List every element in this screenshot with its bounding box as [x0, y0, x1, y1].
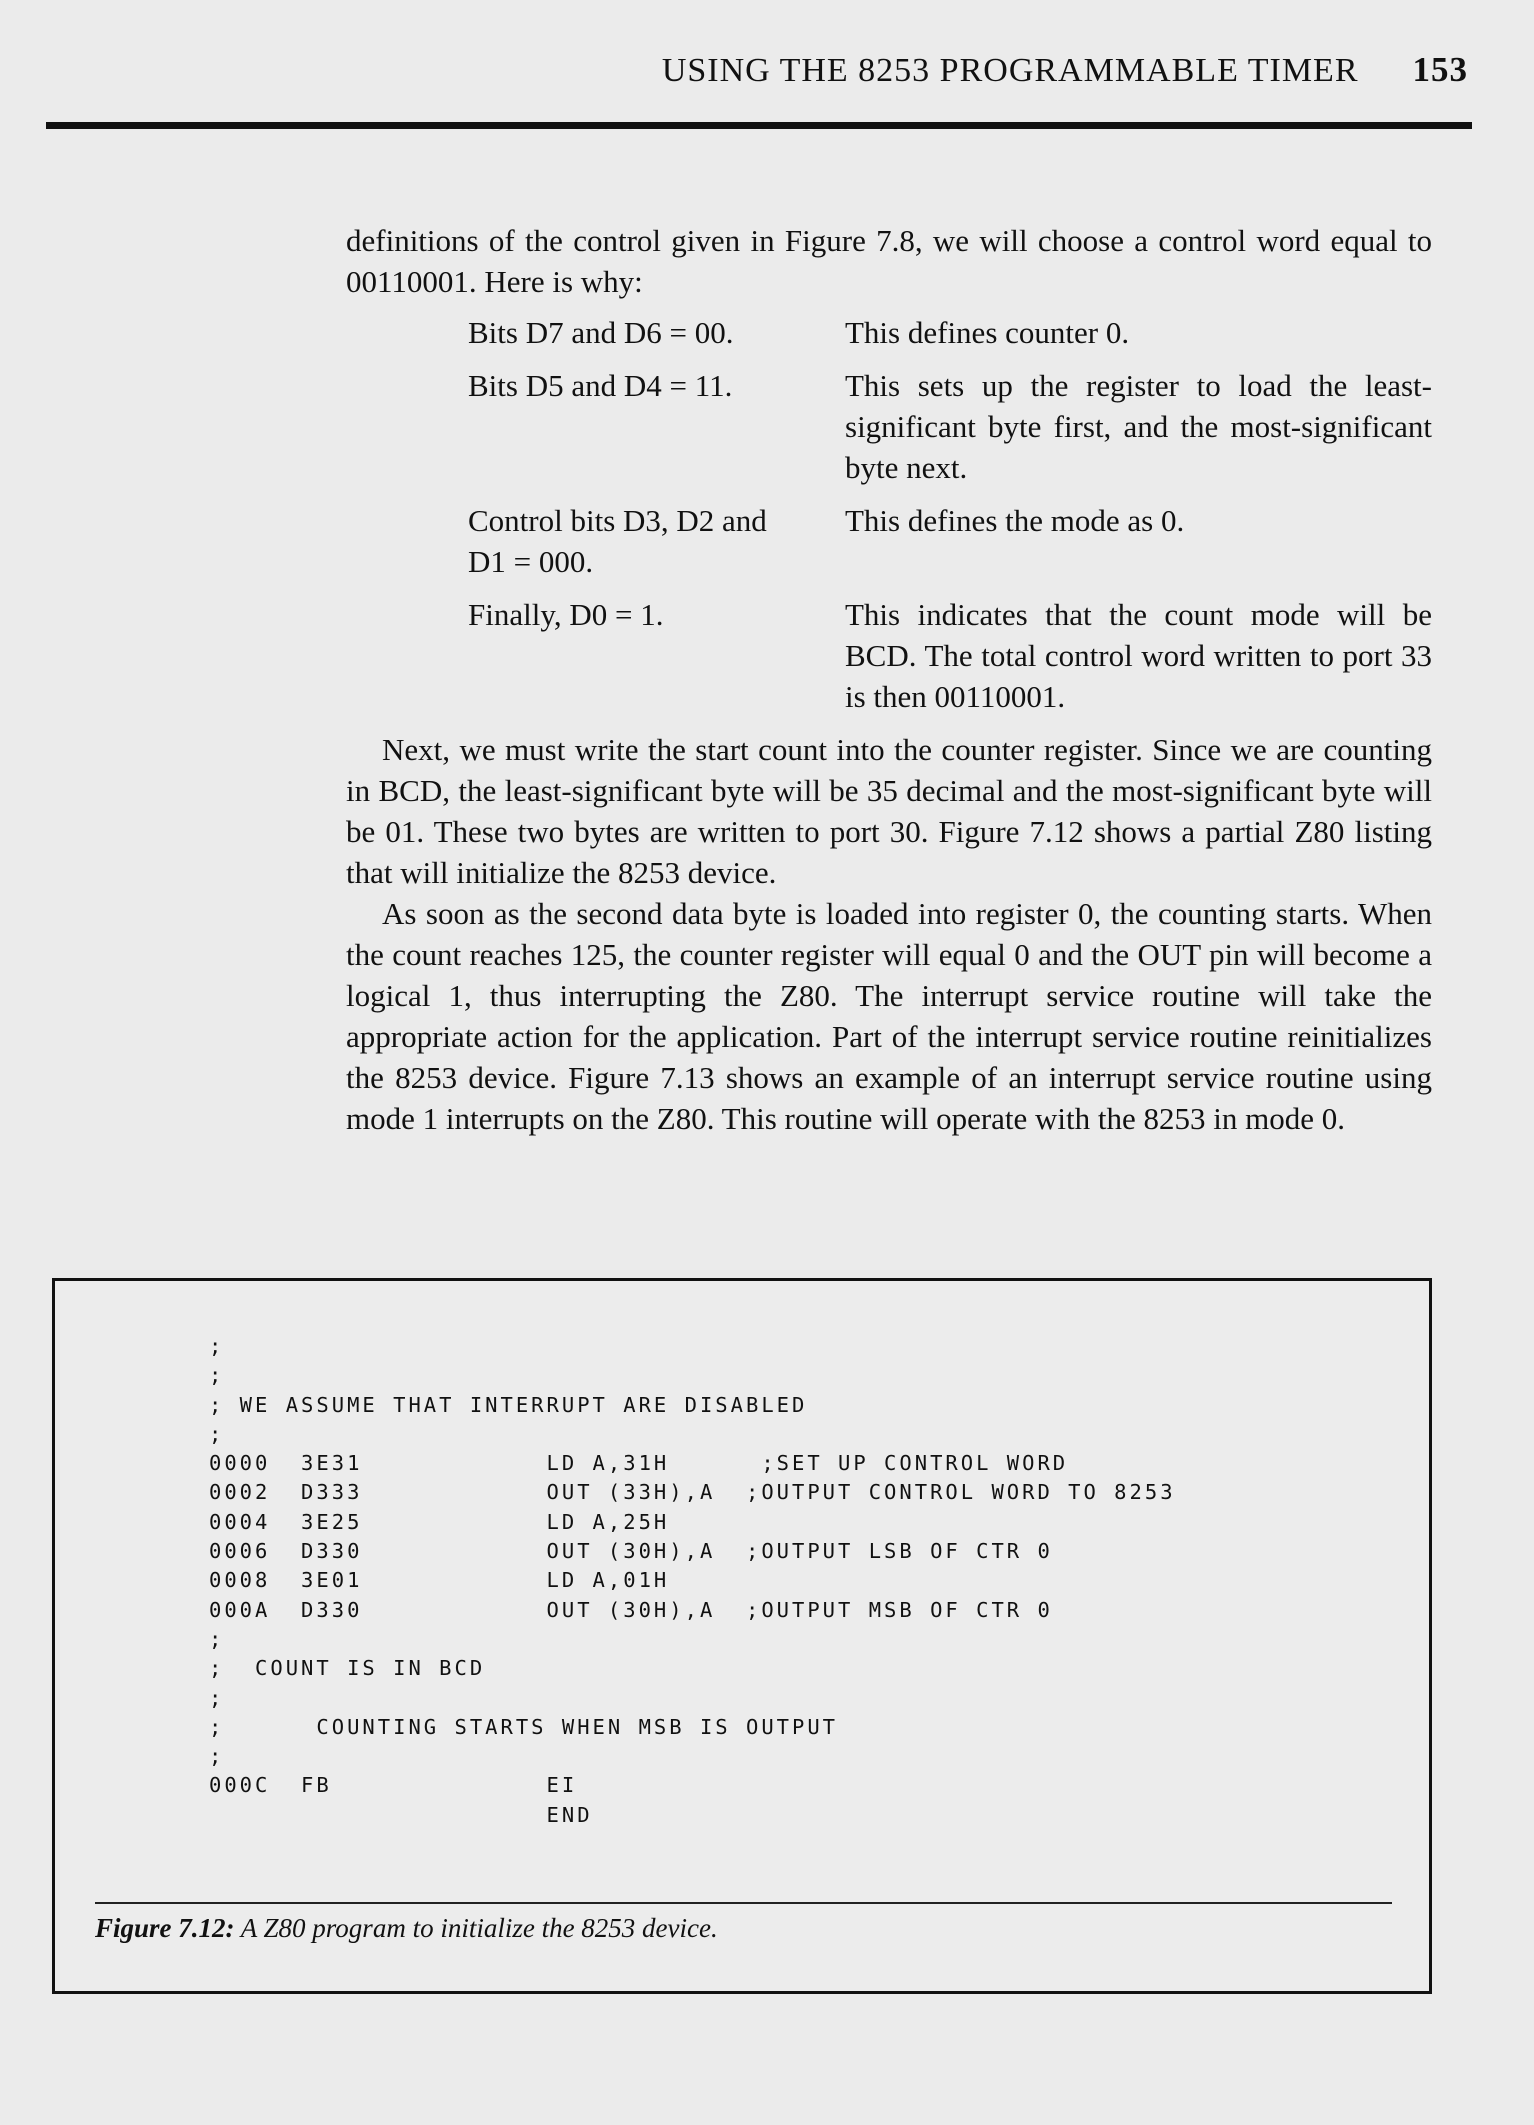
code-line: ; [209, 1421, 225, 1446]
figure-label: Figure 7.12: [95, 1913, 235, 1943]
body-text [346, 220, 1432, 1139]
definition-description: This indicates that the count mode will be BCD. The total control word written to port 33 is then 00110001. [845, 597, 1432, 714]
running-header-title: USING THE 8253 PROGRAMMABLE TIMER [661, 52, 1359, 89]
code-line: 0000 3E31 LD A,31H ;SET UP CONTROL WORD [209, 1451, 1069, 1476]
code-line: ; WE ASSUME THAT INTERRUPT ARE DISABLED [209, 1392, 808, 1417]
code-line: ; [209, 1363, 225, 1388]
intro-paragraph: definitions of the control given in Figure 7.8, we will choose a control word equal to 00110001. Here is why: [346, 223, 1432, 299]
definition-row [468, 365, 1432, 488]
body-paragraph: Next, we must write the start count into the counter register. Since we are counting in BCD, the least-significant byte will be 35 decimal and the most-significant byte will be 01. These two bytes are written to port 30. Figure 7.12 shows a partial Z80 listing that will initialize the 8253 device. [346, 732, 1432, 890]
definition-term: Control bits D3, D2 and D1 = 000. [468, 503, 767, 579]
definition-description: This defines counter 0. [845, 315, 1130, 350]
code-line: 0004 3E25 LD A,25H [209, 1509, 670, 1534]
z80-code-listing [209, 1332, 1176, 1830]
page-number: 153 [1412, 50, 1468, 89]
definition-term: Finally, D0 = 1. [468, 597, 664, 632]
definition-term: Bits D7 and D6 = 00. [468, 315, 734, 350]
control-word-definitions [468, 312, 1432, 717]
definition-row [468, 594, 1432, 717]
code-line: 0008 3E01 LD A,01H [209, 1568, 670, 1593]
code-line: ; [209, 1334, 225, 1358]
figure-7-12 [52, 1278, 1432, 1994]
figure-caption-text: A Z80 program to initialize the 8253 device. [240, 1913, 718, 1943]
code-line: ; [209, 1744, 225, 1769]
definition-description: This sets up the register to load the least-significant byte first, and the most-significant byte next. [845, 368, 1432, 485]
code-line: 0002 D333 OUT (33H),A ;OUTPUT CONTROL WORD TO 8253 [209, 1480, 1176, 1505]
code-line: 0006 D330 OUT (30H),A ;OUTPUT LSB OF CTR 0 [209, 1539, 1053, 1564]
code-line: END [209, 1802, 593, 1827]
figure-caption [95, 1913, 718, 1944]
code-line: ; COUNT IS IN BCD [209, 1656, 486, 1681]
running-header [0, 50, 1468, 90]
body-paragraph: As soon as the second data byte is loaded into register 0, the counting starts. When the count reaches 125, the counter register will equal 0 and the OUT pin will become a logical 1, thus interrupting the Z80. The interrupt service routine will take the appropriate action for the application. Part of the interrupt service routine reinitializes the 8253 device. Figure 7.13 shows an example of an interrupt service routine using mode 1 interrupts on the Z80. This routine will operate with the 8253 in mode 0. [346, 896, 1432, 1136]
code-line: 000A D330 OUT (30H),A ;OUTPUT MSB OF CTR 0 [209, 1597, 1053, 1622]
caption-rule [95, 1902, 1392, 1904]
code-line: ; [209, 1685, 225, 1710]
code-line: ; COUNTING STARTS WHEN MSB IS OUTPUT [209, 1714, 839, 1739]
definition-description: This defines the mode as 0. [845, 503, 1185, 538]
definition-row [468, 500, 1432, 582]
definition-term: Bits D5 and D4 = 11. [468, 368, 733, 403]
code-line: ; [209, 1626, 225, 1651]
code-line: 000C FB EI [209, 1773, 578, 1798]
header-rule [46, 122, 1472, 129]
definition-row [468, 312, 1432, 353]
